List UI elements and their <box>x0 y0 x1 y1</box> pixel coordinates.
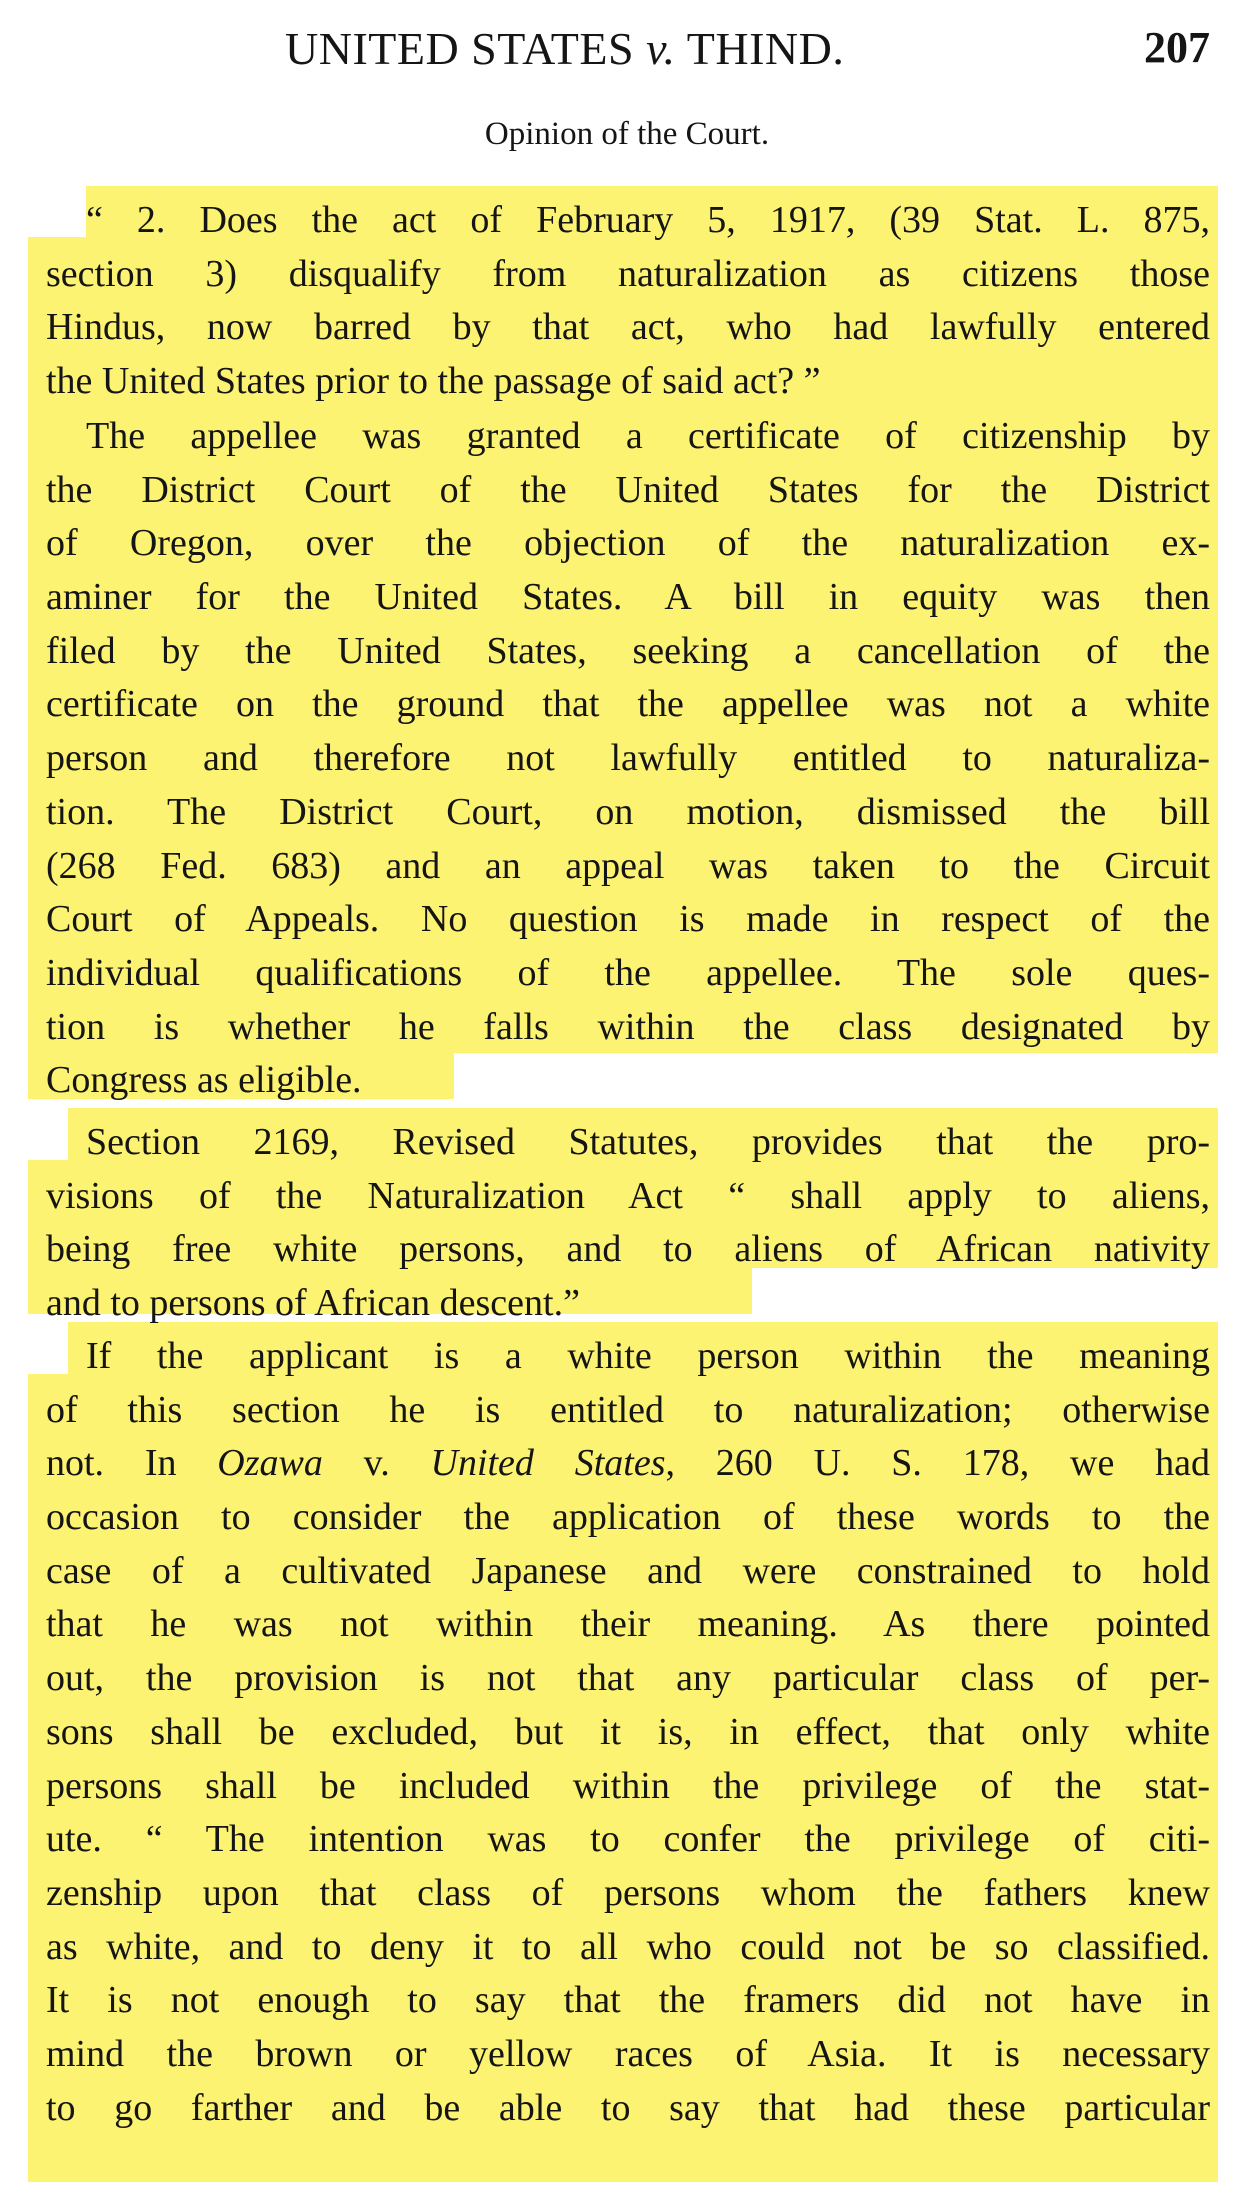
text-line: It is not enough to say that the framers did not have in <box>46 1979 1210 2022</box>
case-name-united-states: United States <box>430 1442 666 1485</box>
text-line: (268 Fed. 683) and an appeal was taken to the Circuit <box>46 844 1210 887</box>
text-line: If the applicant is a white person within the meaning <box>86 1335 1210 1377</box>
paragraph-question <box>46 194 1210 409</box>
ozawa-citation-line <box>46 1437 1210 1491</box>
text-line: tion is whether he falls within the class designated by <box>46 1005 1210 1048</box>
text-run: v. <box>322 1442 431 1485</box>
paragraph-statute <box>46 1116 1210 1331</box>
text-line: the District Court of the United States for the District <box>46 468 1210 511</box>
text-line: and to persons of African descent.” <box>46 1282 580 1325</box>
text-run: , 260 U. S. 178, we had <box>665 1442 1210 1485</box>
text-line: ute. “ The intention was to confer the privilege of citi- <box>46 1818 1210 1861</box>
text-line: Court of Appeals. No question is made in respect of the <box>46 898 1210 941</box>
text-line: filed by the United States, seeking a cancellation of the <box>46 629 1210 672</box>
text-line: aminer for the United States. A bill in equity was then <box>46 576 1210 619</box>
text-line: visions of the Naturalization Act “ shall apply to aliens, <box>46 1174 1210 1217</box>
text-line: persons shall be included within the privilege of the stat- <box>46 1764 1210 1807</box>
running-title <box>285 22 844 75</box>
running-title-versus: v. <box>646 23 676 74</box>
text-line: Congress as eligible. <box>46 1059 362 1102</box>
paragraph-facts <box>46 410 1210 1108</box>
text-line: zenship upon that class of persons whom the fathers knew <box>46 1871 1210 1914</box>
text-line: person and therefore not lawfully entitled to naturaliza- <box>46 737 1210 780</box>
text-line: occasion to consider the application of these words to the <box>46 1496 1210 1539</box>
text-line: as white, and to deny it to all who could not be so classified. <box>46 1925 1210 1968</box>
text-run: not. In <box>46 1442 218 1485</box>
page-header <box>285 22 1210 82</box>
text-line: of this section he is entitled to naturalization; otherwise <box>46 1388 1210 1431</box>
running-title-part: UNITED STATES <box>285 23 647 74</box>
text-line: Hindus, now barred by that act, who had lawfully entered <box>46 306 1210 349</box>
opinion-subhead: Opinion of the Court. <box>484 116 770 152</box>
text-line: case of a cultivated Japanese and were constrained to hold <box>46 1549 1210 1592</box>
case-name-ozawa: Ozawa <box>217 1442 323 1485</box>
text-line: Section 2169, Revised Statutes, provides that the pro- <box>86 1121 1210 1163</box>
running-title-part: THIND. <box>675 23 845 74</box>
text-line: “ 2. Does the act of February 5, 1917, (39 Stat. L. 875, <box>86 199 1210 241</box>
text-line: to go farther and be able to say that had these particular <box>46 2086 1210 2129</box>
text-line: individual qualifications of the appellee. The sole ques- <box>46 951 1210 994</box>
text-line: being free white persons, and to aliens of African nativity <box>46 1228 1210 1271</box>
text-line: tion. The District Court, on motion, dismissed the bill <box>46 790 1210 833</box>
page-number: 207 <box>1144 23 1210 72</box>
text-line: of Oregon, over the objection of the naturalization ex- <box>46 522 1210 565</box>
text-line: section 3) disqualify from naturalization as citizens those <box>46 252 1210 295</box>
text-line: certificate on the ground that the appellee was not a white <box>46 683 1210 726</box>
paragraph-analysis <box>46 1330 1210 2135</box>
text-line: the United States prior to the passage of said act? ” <box>46 360 821 403</box>
text-line: The appellee was granted a certificate of citizenship by <box>86 415 1210 457</box>
text-line: mind the brown or yellow races of Asia. It is necessary <box>46 2032 1210 2075</box>
text-line: sons shall be excluded, but it is, in effect, that only white <box>46 1710 1210 1753</box>
text-line: out, the provision is not that any particular class of per- <box>46 1657 1210 1700</box>
text-line: that he was not within their meaning. As there pointed <box>46 1603 1210 1646</box>
